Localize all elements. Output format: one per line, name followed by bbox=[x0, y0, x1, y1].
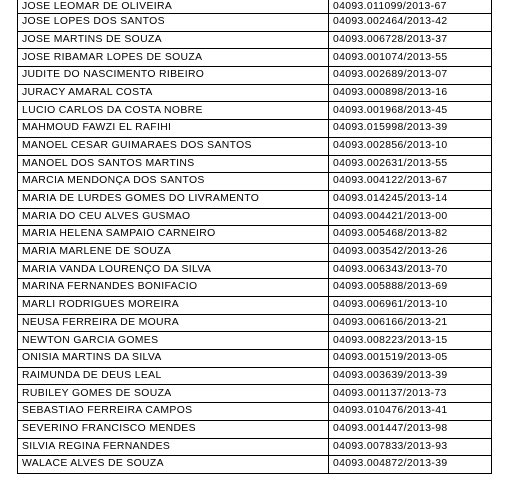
process-number-cell: 04093.002464/2013-42 bbox=[329, 14, 492, 32]
table-row bbox=[18, 49, 492, 67]
person-name-cell: MARIA MARLENE DE SOUZA bbox=[18, 243, 329, 261]
process-number-cell: 04093.004872/2013-39 bbox=[329, 456, 492, 474]
table-row bbox=[18, 120, 492, 138]
person-name-cell: RUBILEY GOMES DE SOUZA bbox=[18, 385, 329, 403]
person-name-cell: SEBASTIAO FERREIRA CAMPOS bbox=[18, 403, 329, 421]
process-number-cell: 04093.000898/2013-16 bbox=[329, 84, 492, 102]
process-number-cell: 04093.001519/2013-05 bbox=[329, 350, 492, 368]
process-number-cell: 04093.002689/2013-07 bbox=[329, 67, 492, 85]
table-row bbox=[18, 297, 492, 315]
table-row bbox=[18, 456, 492, 474]
table-row bbox=[18, 438, 492, 456]
table-row bbox=[18, 420, 492, 438]
process-number-cell: 04093.001074/2013-55 bbox=[329, 49, 492, 67]
table-row bbox=[18, 208, 492, 226]
person-name-cell: JOSE MARTINS DE SOUZA bbox=[18, 31, 329, 49]
process-number-cell: 04093.005888/2013-69 bbox=[329, 279, 492, 297]
person-name-cell: MARIA DO CEU ALVES GUSMAO bbox=[18, 208, 329, 226]
process-number-cell: 04093.006343/2013-70 bbox=[329, 261, 492, 279]
process-number-cell: 04093.006166/2013-21 bbox=[329, 314, 492, 332]
process-number-cell: 04093.011099/2013-67 bbox=[329, 0, 492, 14]
table-row bbox=[18, 403, 492, 421]
table-row bbox=[18, 14, 492, 32]
process-number-cell: 04093.008223/2013-15 bbox=[329, 332, 492, 350]
person-name-cell: MARIA VANDA LOURENÇO DA SILVA bbox=[18, 261, 329, 279]
person-name-cell: MARLI RODRIGUES MOREIRA bbox=[18, 297, 329, 315]
process-number-cell: 04093.007833/2013-93 bbox=[329, 438, 492, 456]
table-row bbox=[18, 243, 492, 261]
process-number-cell: 04093.004421/2013-00 bbox=[329, 208, 492, 226]
process-number-cell: 04093.006728/2013-37 bbox=[329, 31, 492, 49]
table-row bbox=[18, 226, 492, 244]
person-name-cell: JOSE RIBAMAR LOPES DE SOUZA bbox=[18, 49, 329, 67]
process-number-cell: 04093.002856/2013-10 bbox=[329, 137, 492, 155]
table-body bbox=[18, 0, 492, 473]
beneficiary-table bbox=[17, 0, 492, 474]
process-number-cell: 04093.003639/2013-39 bbox=[329, 367, 492, 385]
person-name-cell: JUDITE DO NASCIMENTO RIBEIRO bbox=[18, 67, 329, 85]
process-number-cell: 04093.005468/2013-82 bbox=[329, 226, 492, 244]
person-name-cell: MANOEL DOS SANTOS MARTINS bbox=[18, 155, 329, 173]
table-row bbox=[18, 314, 492, 332]
person-name-cell: MARIA DE LURDES GOMES DO LIVRAMENTO bbox=[18, 190, 329, 208]
process-number-cell: 04093.003542/2013-26 bbox=[329, 243, 492, 261]
process-number-cell: 04093.014245/2013-14 bbox=[329, 190, 492, 208]
table-row bbox=[18, 279, 492, 297]
table-row bbox=[18, 84, 492, 102]
table-row bbox=[18, 350, 492, 368]
table-row bbox=[18, 385, 492, 403]
person-name-cell: JURACY AMARAL COSTA bbox=[18, 84, 329, 102]
person-name-cell: JOSE LOPES DOS SANTOS bbox=[18, 14, 329, 32]
table-row bbox=[18, 367, 492, 385]
person-name-cell: MARINA FERNANDES BONIFACIO bbox=[18, 279, 329, 297]
process-number-cell: 04093.002631/2013-55 bbox=[329, 155, 492, 173]
process-number-cell: 04093.001137/2013-73 bbox=[329, 385, 492, 403]
process-number-cell: 04093.015998/2013-39 bbox=[329, 120, 492, 138]
person-name-cell: ONISIA MARTINS DA SILVA bbox=[18, 350, 329, 368]
person-name-cell: WALACE ALVES DE SOUZA bbox=[18, 456, 329, 474]
person-name-cell: SEVERINO FRANCISCO MENDES bbox=[18, 420, 329, 438]
table-row bbox=[18, 190, 492, 208]
table-row bbox=[18, 0, 492, 14]
table-row bbox=[18, 173, 492, 191]
person-name-cell: LUCIO CARLOS DA COSTA NOBRE bbox=[18, 102, 329, 120]
table-row bbox=[18, 332, 492, 350]
person-name-cell: RAIMUNDA DE DEUS LEAL bbox=[18, 367, 329, 385]
person-name-cell: MAHMOUD FAWZI EL RAFIHI bbox=[18, 120, 329, 138]
person-name-cell: SILVIA REGINA FERNANDES bbox=[18, 438, 329, 456]
person-name-cell: MARIA HELENA SAMPAIO CARNEIRO bbox=[18, 226, 329, 244]
table-row bbox=[18, 261, 492, 279]
table-row bbox=[18, 102, 492, 120]
person-name-cell: MARCIA MENDONÇA DOS SANTOS bbox=[18, 173, 329, 191]
process-number-cell: 04093.001968/2013-45 bbox=[329, 102, 492, 120]
process-number-cell: 04093.004122/2013-67 bbox=[329, 173, 492, 191]
process-number-cell: 04093.006961/2013-10 bbox=[329, 297, 492, 315]
person-name-cell: MANOEL CESAR GUIMARAES DOS SANTOS bbox=[18, 137, 329, 155]
document-page bbox=[17, 0, 491, 474]
table-row bbox=[18, 67, 492, 85]
process-number-cell: 04093.010476/2013-41 bbox=[329, 403, 492, 421]
process-number-cell: 04093.001447/2013-98 bbox=[329, 420, 492, 438]
person-name-cell: NEUSA FERREIRA DE MOURA bbox=[18, 314, 329, 332]
table-row bbox=[18, 155, 492, 173]
table-row bbox=[18, 31, 492, 49]
person-name-cell: NEWTON GARCIA GOMES bbox=[18, 332, 329, 350]
table-row bbox=[18, 137, 492, 155]
person-name-cell: JOSE LEOMAR DE OLIVEIRA bbox=[18, 0, 329, 14]
